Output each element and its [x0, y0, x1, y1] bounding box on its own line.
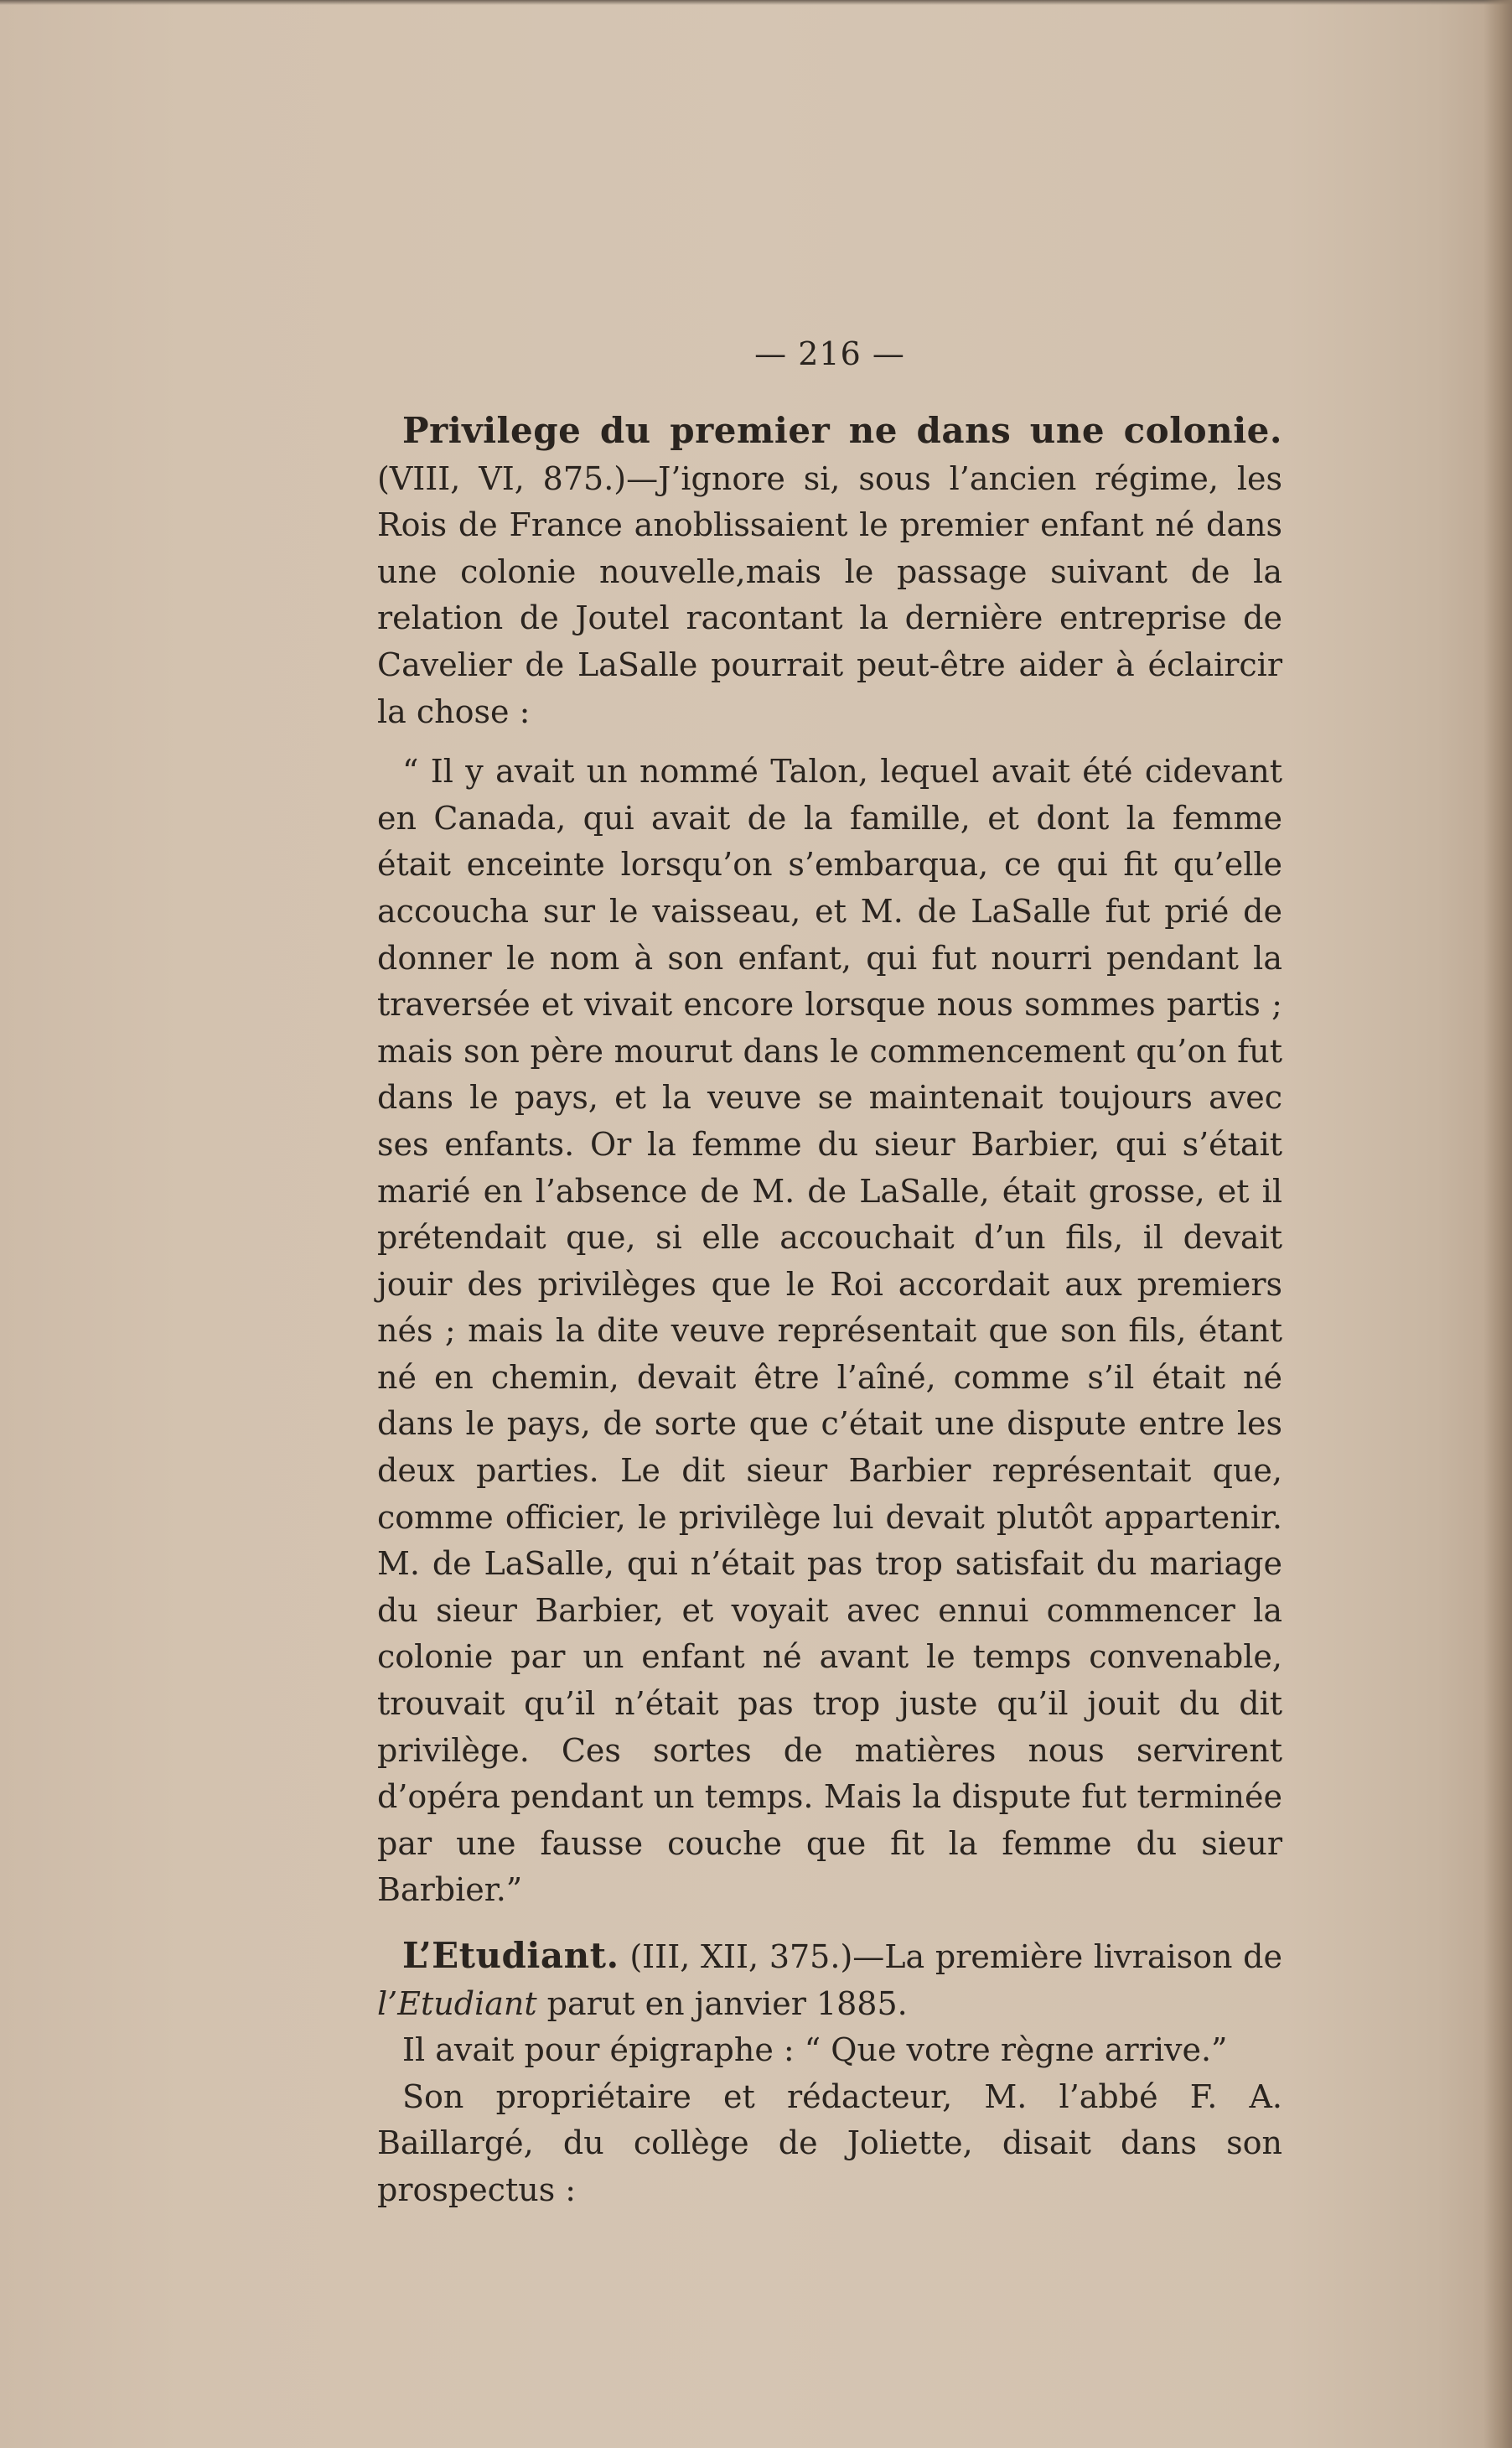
page-top-edge — [0, 0, 1512, 5]
entry-reference: (VIII, VI, 875.) — [377, 459, 627, 497]
journal-title: l’Etudiant — [377, 1984, 537, 2022]
entry-etudiant — [377, 1932, 1282, 2027]
entry-intro: —La première livraison de — [852, 1938, 1282, 1975]
page-right-edge-shadow — [1484, 0, 1512, 2448]
entry-heading: Privilege du premier ne dans une colonie. — [402, 410, 1282, 451]
entry-reference: (III, XII, 375.) — [629, 1938, 853, 1975]
entry-intro-end: parut en janvier 1885. — [536, 1984, 908, 2022]
text-block — [377, 331, 1282, 2214]
entry-intro: —J’ignore si, sous l’ancien régime, les Rois de France anoblissaient le premier enfant né dans une colonie nouvelle,mais le passage suivant de la relation de Joutel racontant la dernière entreprise de Cavelier de LaSalle pourrait peut-être aider à éclaircir la chose : — [377, 459, 1282, 730]
entry-privilege — [377, 407, 1282, 735]
prospectus-paragraph: Son propriétaire et rédacteur, M. l’abbé F. A. Baillargé, du collège de Joliette, disait dans son prospectus : — [377, 2077, 1282, 2208]
entry-heading: L’Etudiant. — [402, 1935, 619, 1976]
joutel-quote: “ Il y avait un nommé Talon, lequel avait été cidevant en Canada, qui avait de la famille, et dont la femme était enceinte lorsqu’on s’embarqua, ce qui fit qu’elle accoucha sur le vaisseau, et M. de LaSalle fut prié de donner le nom à son enfant, qui fut nourri pendant la traversée et vivait encore lorsque nous sommes partis ; mais son père mourut dans le commencement qu’on fut dans le pays, et la veuve se maintenait toujours avec ses enfants. Or la femme du sieur Barbier, qui s’était marié en l’absence de M. de LaSalle, était grosse, et il prétendait que, si elle accouchait d’un fils, il devait jouir des privilèges que le Roi accordait aux premiers nés ; mais la dite veuve représentait que son fils, étant né en chemin, devait être l’aîné, comme s’il était né dans le pays, de sorte que c’était une dispute entre les deux parties. Le dit sieur Barbier représentait que, comme officier, le privilège lui devait plutôt appartenir. M. de LaSalle, qui n’était pas trop satisfait du mariage du sieur Barbier, et voyait avec ennui commencer la colonie par un enfant né avant le temps convenable, trouvait qu’il n’était pas trop juste qu’il jouit du dit privilège. Ces sortes de matières nous servirent d’opéra pendant un temps. Mais la dispute fut terminée par une fausse couche que fit la femme du sieur Barbier.” — [377, 753, 1282, 1909]
page-number: — 216 — — [754, 335, 905, 372]
epigraph-paragraph: Il avait pour épigraphe : “ Que votre règne arrive.” — [402, 2031, 1228, 2069]
